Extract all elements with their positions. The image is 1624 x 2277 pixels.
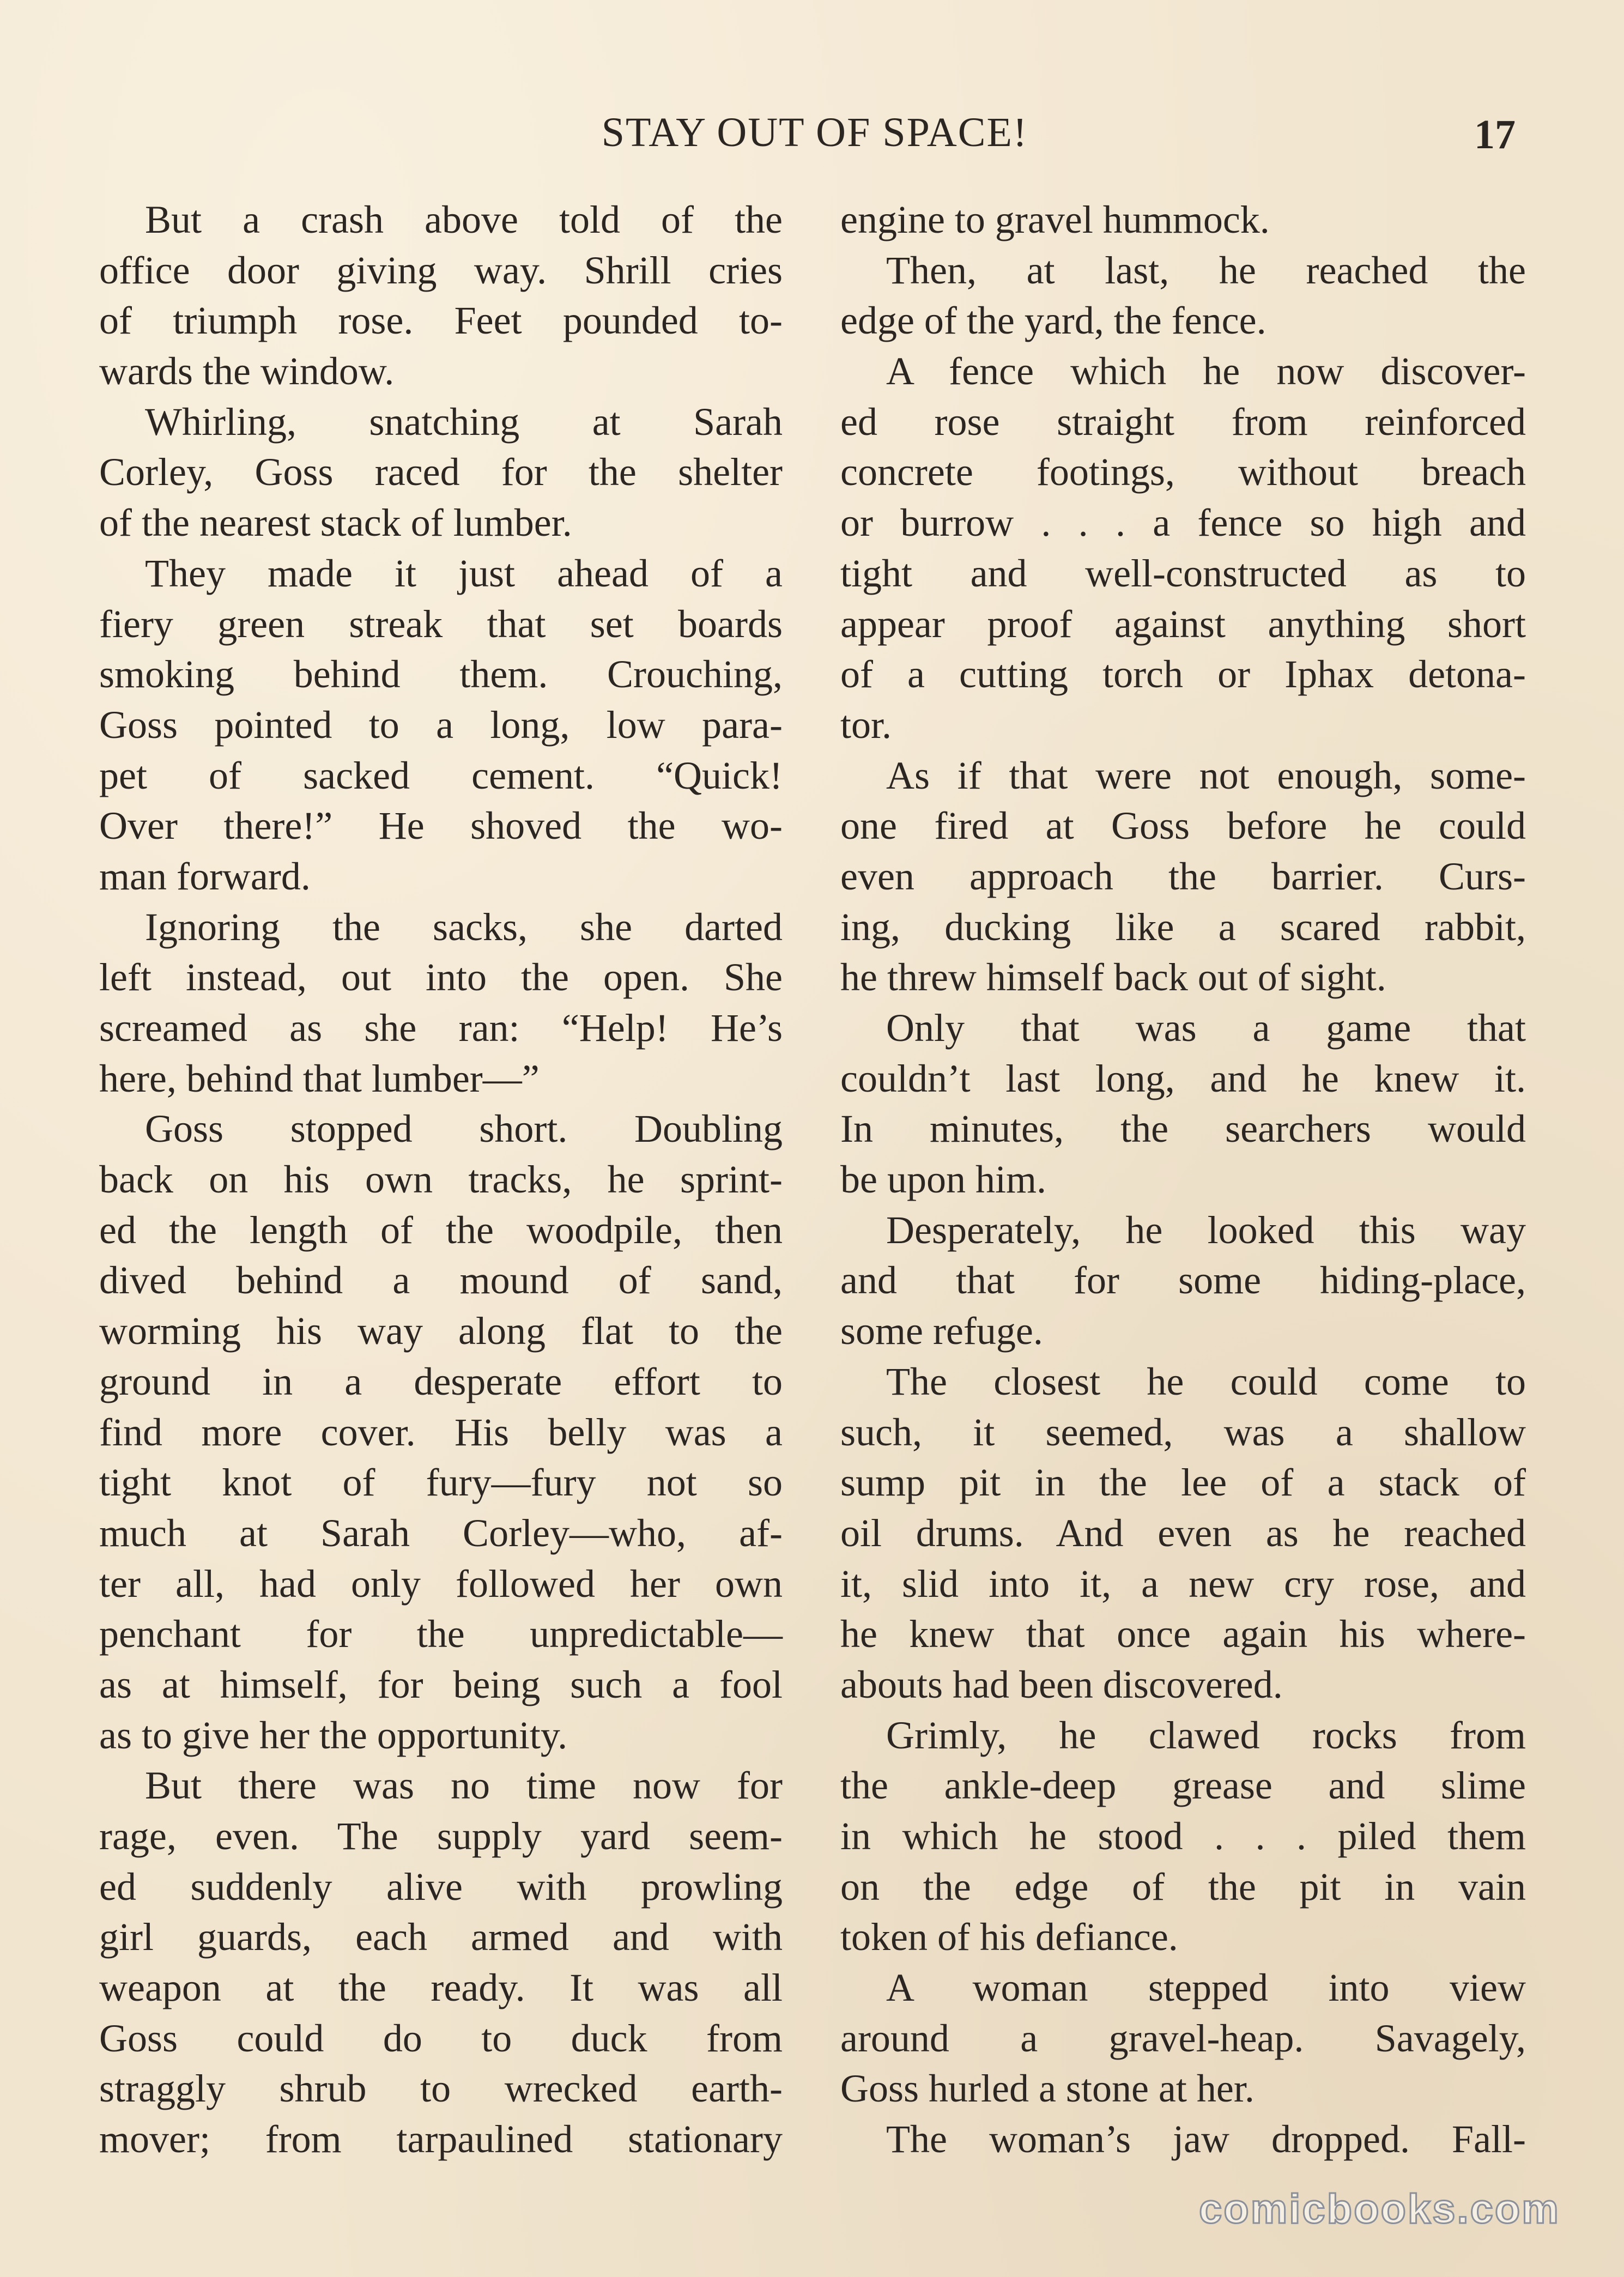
text-line: fiery green streak that set boards [99, 602, 783, 646]
text-line: Over there!” He shoved the wo- [99, 804, 783, 848]
text-line: such, it seemed, was a shallow [840, 1410, 1526, 1454]
text-line: pet of sacked cement. “Quick! [99, 753, 783, 797]
text-line: The woman’s jaw dropped. Fall- [886, 2117, 1526, 2161]
text-line: smoking behind them. Crouching, [99, 652, 783, 697]
text-line: ed suddenly alive with prowling [99, 1864, 783, 1909]
text-line: and that for some hiding-place, [840, 1258, 1526, 1303]
text-line: A woman stepped into view [886, 1966, 1526, 2010]
text-line: ter all, had only followed her own [99, 1561, 783, 1606]
text-line: dived behind a mound of sand, [99, 1258, 783, 1303]
text-line: he knew that once again his where- [840, 1612, 1526, 1656]
text-line: one fired at Goss before he could [840, 804, 1526, 848]
text-line: But a crash above told of the [145, 198, 783, 241]
text-line: here, behind that lumber—” [99, 1056, 540, 1100]
text-line: They made it just ahead of a [145, 551, 783, 595]
text-line: of the nearest stack of lumber. [99, 501, 572, 545]
text-line: girl guards, each armed and with [99, 1915, 783, 1959]
watermark-text: comicbooks.com [1199, 2186, 1560, 2232]
text-line: Desperately, he looked this way [886, 1208, 1526, 1252]
running-title: STAY OUT OF SPACE! [601, 110, 1028, 155]
text-line: of a cutting torch or Iphax detona- [840, 652, 1526, 697]
text-line: on the edge of the pit in vain [840, 1864, 1526, 1909]
text-line: weapon at the ready. It was all [99, 1966, 783, 2010]
text-line: man forward. [99, 854, 311, 898]
text-line: Grimly, he clawed rocks from [886, 1713, 1526, 1757]
text-line: A fence which he now discover- [886, 349, 1526, 393]
text-line: oil drums. And even as he reached [840, 1511, 1526, 1555]
text-column-left [99, 195, 783, 2165]
text-line: as at himself, for being such a fool [99, 1662, 783, 1706]
text-line: Goss pointed to a long, low para- [99, 703, 783, 747]
text-line: sump pit in the lee of a stack of [840, 1461, 1526, 1505]
text-line: Whirling, snatching at Sarah [145, 399, 783, 444]
text-line: ed the length of the woodpile, then [99, 1208, 783, 1252]
text-line: it, slid into it, a new cry rose, and [840, 1561, 1526, 1606]
text-line: Goss hurled a stone at her. [840, 2067, 1255, 2111]
text-line: or burrow . . . a fence so high and [840, 501, 1526, 545]
text-line: wards the window. [99, 349, 395, 393]
text-line: Only that was a game that [886, 1006, 1526, 1050]
text-line: Then, at last, he reached the [886, 248, 1526, 292]
text-line: in which he stood . . . piled them [840, 1814, 1526, 1858]
text-line: as to give her the opportunity. [99, 1713, 568, 1757]
text-line: But there was no time now for [145, 1764, 783, 1808]
text-line: rage, even. The supply yard seem- [99, 1814, 783, 1858]
text-line: token of his defiance. [840, 1915, 1178, 1959]
text-line: be upon him. [840, 1158, 1046, 1202]
text-line: he threw himself back out of sight. [840, 955, 1386, 1000]
text-line: The closest he could come to [886, 1359, 1526, 1403]
text-line: In minutes, the searchers would [840, 1107, 1526, 1151]
text-line: find more cover. His belly was a [99, 1410, 783, 1454]
text-line: mover; from tarpaulined stationary [99, 2117, 783, 2161]
text-line: of triumph rose. Feet pounded to- [99, 299, 783, 343]
text-line: much at Sarah Corley—who, af- [99, 1511, 783, 1555]
text-column-right [840, 195, 1526, 2165]
text-line: engine to gravel hummock. [840, 198, 1270, 241]
text-line: couldn’t last long, and he knew it. [840, 1056, 1526, 1100]
text-line: straggly shrub to wrecked earth- [99, 2067, 783, 2111]
text-line: ing, ducking like a scared rabbit, [840, 905, 1526, 949]
text-line: around a gravel-heap. Savagely, [840, 2016, 1526, 2060]
text-line: ground in a desperate effort to [99, 1359, 783, 1403]
text-line: worming his way along flat to the [99, 1309, 783, 1353]
page-number: 17 [1474, 112, 1516, 158]
text-line: penchant for the unpredictable— [99, 1612, 783, 1656]
running-head [0, 109, 1624, 169]
text-line: Corley, Goss raced for the shelter [99, 450, 783, 494]
text-line: some refuge. [840, 1309, 1043, 1353]
text-line: Ignoring the sacks, she darted [145, 905, 783, 949]
text-line: even approach the barrier. Curs- [840, 854, 1526, 898]
text-line: edge of the yard, the fence. [840, 299, 1267, 343]
text-line: office door giving way. Shrill cries [99, 248, 783, 292]
text-line: Goss could do to duck from [99, 2016, 783, 2060]
text-line: Goss stopped short. Doubling [145, 1107, 783, 1151]
text-line: tor. [840, 703, 892, 747]
text-line: concrete footings, without breach [840, 450, 1526, 494]
text-line: appear proof against anything short [840, 602, 1526, 646]
text-line: As if that were not enough, some- [886, 753, 1526, 797]
text-line: the ankle-deep grease and slime [840, 1764, 1526, 1808]
text-line: back on his own tracks, he sprint- [99, 1158, 783, 1202]
text-line: tight knot of fury—fury not so [99, 1461, 783, 1505]
text-line: screamed as she ran: “Help! He’s [99, 1006, 783, 1050]
text-line: left instead, out into the open. She [99, 955, 783, 1000]
text-line: ed rose straight from reinforced [840, 399, 1526, 444]
text-line: tight and well-constructed as to [840, 551, 1526, 595]
text-line: abouts had been discovered. [840, 1662, 1283, 1706]
